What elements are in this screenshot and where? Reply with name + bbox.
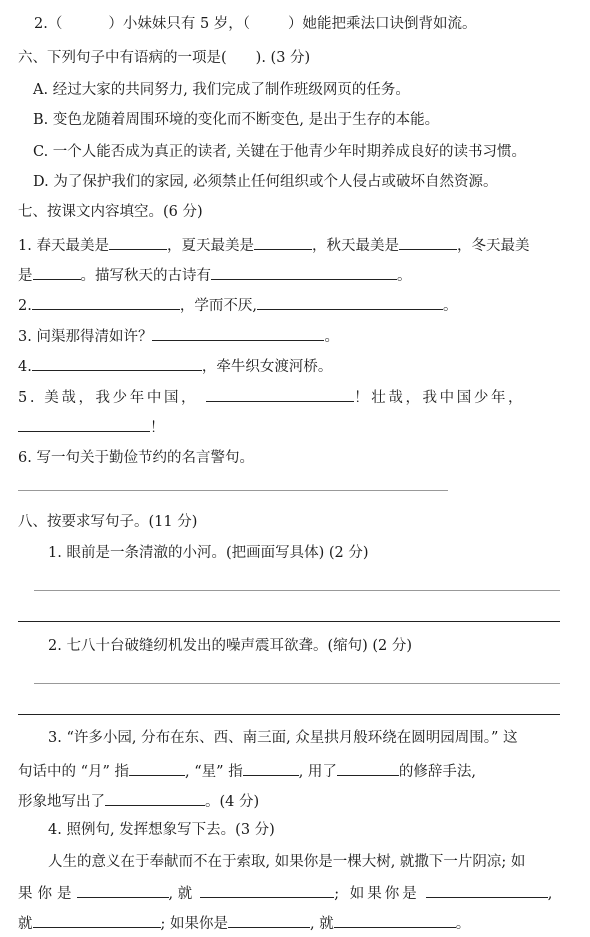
rewrite-q4-line3: 就 ; 如果你是 , 就 。: [18, 912, 470, 934]
answer-blank[interactable]: [33, 264, 81, 280]
answer-blank[interactable]: [33, 912, 161, 928]
answer-blank[interactable]: [32, 355, 202, 371]
answer-line[interactable]: [18, 621, 560, 622]
answer-blank[interactable]: [32, 294, 180, 310]
answer-blank[interactable]: [228, 912, 310, 928]
answer-blank[interactable]: [206, 386, 354, 402]
answer-blank[interactable]: [257, 294, 443, 310]
rewrite-q4-line2: 果你是 , 就 ; 如果你是 ,: [18, 882, 552, 904]
answer-line[interactable]: [34, 683, 560, 684]
fill-q4: 4. ，牵牛织女渡河桥。: [18, 355, 332, 377]
rewrite-q4-example: 人生的意义在于奉献而不在于索取, 如果你是一棵大树, 就撒下一片阴凉; 如: [48, 854, 526, 870]
rewrite-q2: 2. 七八十台破缝纫机发出的噪声震耳欲聋。(缩句) (2 分): [48, 638, 413, 654]
fill-q1-line2: 是 。描写秋天的古诗有 。: [18, 264, 412, 286]
rewrite-q3-line3: 形象地写出了 。(4 分): [18, 790, 259, 812]
fill-q3: 3. 问渠那得清如许？ 。: [18, 325, 339, 347]
option-a: A. 经过大家的共同努力, 我们完成了制作班级网页的任务。: [33, 82, 410, 98]
q5-item-2: 2.（ ）小妹妹只有 5 岁，（ ）她能把乘法口诀倒背如流。: [34, 16, 477, 32]
fill-q2: 2. ，学而不厌, 。: [18, 294, 457, 316]
section-6-title: 六、下列句子中有语病的一项是( ). (3 分): [18, 50, 311, 66]
answer-blank[interactable]: [334, 912, 456, 928]
answer-blank[interactable]: [77, 882, 169, 898]
answer-line[interactable]: [18, 714, 560, 715]
rewrite-q3-line1: 3. “许多小园, 分布在东、西、南三面, 众星拱月般环绕在圆明园周围。” 这: [48, 730, 518, 746]
answer-line[interactable]: [18, 490, 448, 491]
answer-blank[interactable]: [129, 760, 185, 776]
rewrite-q3-line2: 句话中的 “月” 指 , “星” 指 , 用了 的修辞手法,: [18, 760, 476, 782]
answer-blank[interactable]: [426, 882, 548, 898]
answer-blank[interactable]: [200, 882, 334, 898]
fill-q5-line1: 5. 美哉，我少年中国， ！壮哉，我中国少年，: [18, 386, 525, 408]
answer-blank[interactable]: [243, 760, 299, 776]
answer-blank[interactable]: [105, 790, 205, 806]
answer-blank[interactable]: [109, 234, 167, 250]
answer-line[interactable]: [34, 590, 560, 591]
rewrite-q1: 1. 眼前是一条清澈的小河。(把画面写具体) (2 分): [48, 545, 369, 561]
option-c: C. 一个人能否成为真正的读者, 关键在于他青少年时期养成良好的读书习惯。: [33, 144, 527, 160]
section-8-title: 八、按要求写句子。(11 分): [18, 514, 198, 530]
rewrite-q4: 4. 照例句, 发挥想象写下去。(3 分): [48, 822, 275, 838]
answer-blank[interactable]: [399, 234, 457, 250]
fill-q6: 6. 写一句关于勤俭节约的名言警句。: [18, 450, 254, 466]
answer-blank[interactable]: [18, 416, 150, 432]
fill-q5-line2: ！: [18, 416, 165, 438]
answer-blank[interactable]: [152, 325, 324, 341]
option-b: B. 变色龙随着周围环境的变化而不断变色, 是出于生存的本能。: [33, 112, 440, 128]
answer-blank[interactable]: [337, 760, 399, 776]
option-d: D. 为了保护我们的家园, 必须禁止任何组织或个人侵占或破坏自然资源。: [33, 174, 498, 190]
fill-q1-line1: 1. 春天最美是 ，夏天最美是 ，秋天最美是 ，冬天最美: [18, 234, 529, 256]
answer-blank[interactable]: [254, 234, 312, 250]
section-7-title: 七、按课文内容填空。(6 分): [18, 204, 203, 220]
answer-blank[interactable]: [211, 264, 397, 280]
